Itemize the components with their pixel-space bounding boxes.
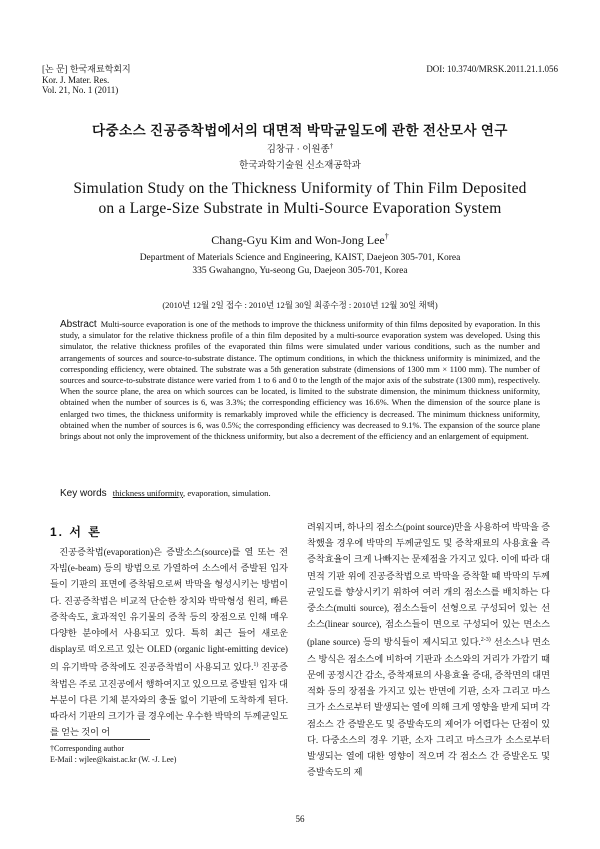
- keywords: [60, 488, 540, 499]
- doi: DOI: 10.3740/MRSK.2011.21.1.056: [426, 64, 558, 74]
- english-title-line2: on a Large-Size Substrate in Multi-Source Evaporation System: [98, 200, 502, 217]
- author-email: E-Mail : wjlee@kaist.ac.kr (W. -J. Lee): [50, 754, 177, 764]
- reference-mark: 1): [253, 662, 259, 669]
- korean-authors: [0, 141, 600, 155]
- page-number: 56: [295, 814, 305, 824]
- received-dates: (2010년 12월 2일 접수 : 2010년 12월 30일 최종수정 : 2010년 12월 30일 채택): [162, 300, 438, 310]
- keywords-rest: , evaporation, simulation.: [183, 488, 271, 498]
- affiliation-line2: 335 Gwahangno, Yu-seong Gu, Daejeon 305-701, Korea: [192, 265, 408, 276]
- body-text-cont: 진공증착법은 주로 고진공에서 행하여지고 있으므로 증발된 입자 대부분이 다른 기체 분자와의 충돌 없이 기판에 도착하게 된다. 따라서 기판의 크기가 클 경우에는 우수한 박막의 두께균일도를 얻는 것이 어: [50, 662, 288, 738]
- journal-volume: Vol. 21, No. 1 (2011): [42, 85, 119, 95]
- body-text: 진공증착법(evaporation)은 증발소스(source)를 열 또는 전자빔(e-beam) 등의 방법으로 가열하여 소스에서 증발된 입자들이 기판의 표면에 증착됨으로써 박막을 형성시키는 방법이다. 진공증착법은 비교적 단순한 장치와 박막형성 원리, 빠른 증착속도, 효과적인 유기물의 증착 등의 장점으로 인해 매우 다양한 분야에서 사용되고 있다. 특히 최근 들어 새로운 display로 떠오르고 있는 OLED (organic light-emitting device)의 유기박막 증착에도 진공증착법이 사용되고 있다.: [50, 547, 288, 673]
- english-title-line1: Simulation Study on the Thickness Uniformity of Thin Film Deposited: [73, 180, 527, 197]
- body-left-column: [50, 544, 288, 741]
- abstract-label: Abstract: [60, 319, 97, 330]
- keywords-label: Key words: [60, 488, 107, 499]
- footnote: [50, 744, 176, 765]
- section-title: 1. 서 론: [50, 525, 102, 539]
- affiliation-line1: Department of Materials Science and Engineering, KAIST, Daejeon 305-701, Korea: [139, 253, 461, 263]
- corresponding-author-note: †Corresponding author: [50, 744, 124, 753]
- abstract: [60, 319, 540, 442]
- body-right-column: [307, 519, 550, 780]
- footnote-divider: [50, 739, 150, 740]
- korean-affiliation: 한국과학기술원 신소재공학과: [239, 161, 361, 171]
- english-author-names: Chang-Gyu Kim and Won-Jong Lee: [211, 233, 385, 247]
- keyword-underlined: thickness uniformity: [112, 488, 184, 498]
- english-authors: [0, 232, 600, 248]
- abstract-text: Multi-source evaporation is one of the methods to improve the thickness uniformity of thin films deposited by evaporation. In this study, a simulator for the relative thickness profile of a thin film deposited by a multi-source evaporation system was developed. Using this simulator, the relative thickness profiles of the evaporated thin films were simulated under various conditions, such as the number and arrangements of sources and source-to-substrate distance. The optimum conditions, in which the thickness uniformity is minimized, and the corresponding efficiency, were obtained. The substrate was a 5th generation substrate (dimensions of 1300 mm × 1100 mm). The number of sources and source-to-substrate distance were varied from 1 to 6 and 0 to the length of the major axis of the substrate (1300 mm), respectively. When the source plane, the area on which sources can be located, is limited to the substrate dimension, the minimum thickness uniformity, obtained when the number of sources is 6, was 3.3%; the corresponding efficiency was 16.6%. When the dimension of the source plane is enlarged two times, the thickness uniformity is remarkably improved while the efficiency is decreased. The minimum thickness uniformity, obtained when the number of sources is 6, was 0.5%; the corresponding efficiency was decreased to 9.1%. The expansion of the source plane brings about not only the improvement of the thickness uniformity, but also a decrement of the efficiency and an enlargement of equipment.: [60, 320, 540, 442]
- corresponding-mark-en: †: [384, 232, 389, 241]
- korean-title: 다중소스 진공증착법에서의 대면적 박막균일도에 관한 전산모사 연구: [92, 123, 508, 138]
- body-paragraph: [50, 544, 288, 741]
- body-paragraph-right: [307, 519, 550, 780]
- journal-name-english: Kor. J. Mater. Res.: [42, 74, 110, 85]
- english-affiliation: [0, 252, 600, 277]
- english-title: [30, 179, 570, 219]
- korean-author-names: 김창규 · 이원종: [266, 145, 330, 155]
- body-text-right-cont: 선소스나 면소스 방식은 점소스에 비하여 기판과 소스와의 거리가 가깝기 때문에 공정시간 감소, 증착재료의 사용효율 증대, 증착면의 대면적화 등의 장점을 가지고 있는 반면에 기판, 소자 그리고 마스크가 소스로부터 발생되는 열에 의해 크게 영향을 받게 되며 각 점소스 간 증발온도 및 증발속도의 제어가 어렵다는 단점이 있다. 다중소스의 경우 기판, 소자 그리고 마스크가 소스로부터 발생되는 열에 대한 영향이 적으며 각 점소스 간 증발온도 및 증발속도의 제: [307, 637, 550, 778]
- journal-name-korean: [논 문] 한국재료학회지: [42, 64, 131, 74]
- journal-header: [42, 64, 131, 96]
- corresponding-mark: †: [329, 141, 334, 150]
- reference-mark-right: 2-3): [480, 637, 491, 644]
- body-text-right: 려워지며, 하나의 점소스(point source)만을 사용하여 박막을 증착했을 경우에 박막의 두께균일도 및 증착재료의 사용효율 즉 증착효율이 크게 나빠지는 문제점을 가지고 있다. 이에 따라 대면적 기판 위에 진공증착법으로 박막을 증착할 때 박막의 두께균일도를 향상시키기 위하여 여러 개의 점소스를 배치하는 다중소스(multi source), 점소스들이 선형으로 구성되어 있는 선소스(linear source), 점소스들이 면으로 구성되어 있는 면소스(plane source) 등의 방식들이 제시되고 있다.: [307, 522, 550, 648]
